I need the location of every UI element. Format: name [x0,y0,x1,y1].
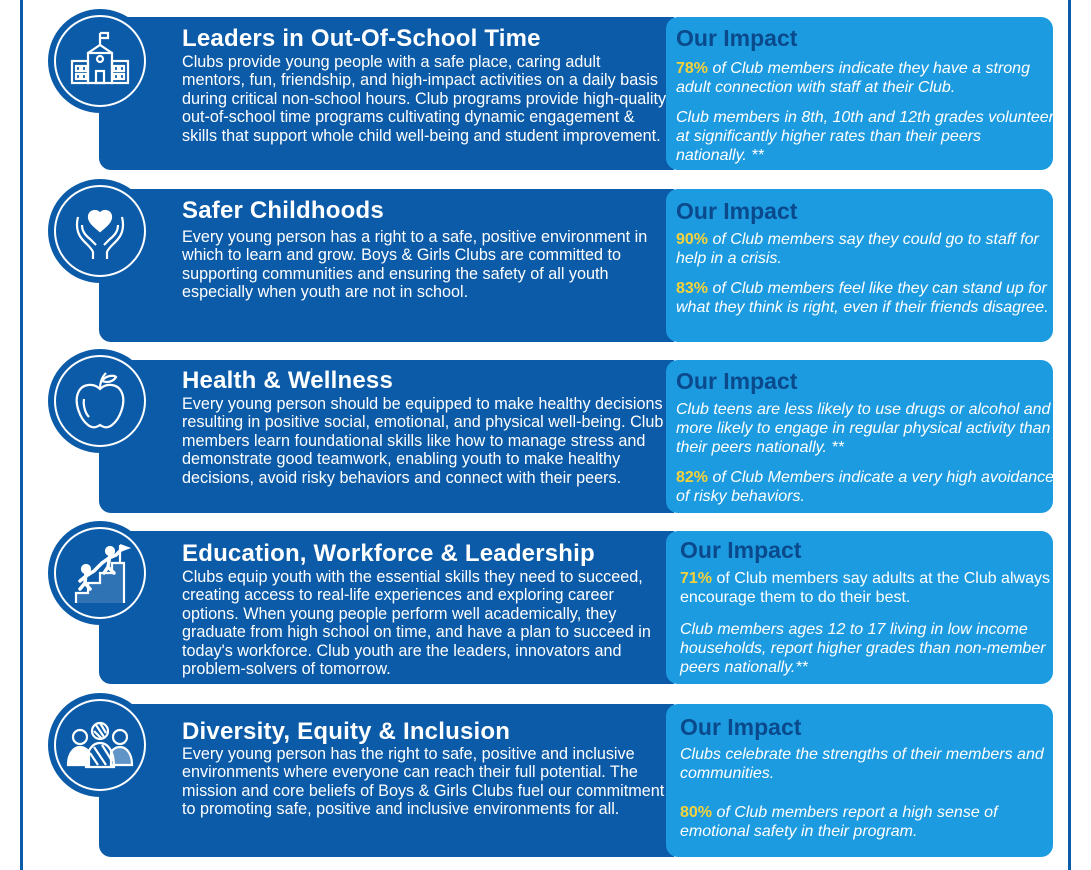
section-card-safer-childhoods [99,189,1053,342]
stat-text: Club members in 8th, 10th and 12th grades volunteer at significantly higher rates than their peers nationally. ** [676,109,1055,165]
impact-stat [680,745,1058,783]
section-title: Education, Workforce & Leadership [182,540,595,567]
section-description: Every young person should be equipped to make healthy decisions resulting in positive social, emotional, and physical well-being. Club members learn foundational skills like how to manage stress and demonstrate good teamwork, enabling youth to make healthy decisions, avoid risky behaviors and connect with their peers. [182,395,664,487]
stat-text: of Club members report a high sense of emotional safety in their program. [680,804,998,841]
stat-highlight: 83% [676,280,709,297]
impact-stat [676,108,1054,166]
impact-heading: Our Impact [676,368,798,394]
impact-heading: Our Impact [676,25,798,51]
impact-stat [676,400,1054,458]
stat-text: Club teens are less likely to use drugs or alcohol and more likely to engage in regular physical activity than their peers nationally. ** [676,401,1051,457]
frame-left-border [20,0,23,870]
impact-stat [676,59,1054,97]
school-building-icon [48,9,152,113]
impact-stat [680,620,1058,678]
climbing-stairs-icon [48,521,152,625]
impact-stat [676,230,1054,268]
impact-heading: Our Impact [680,537,802,563]
diverse-people-icon [48,693,152,797]
section-card-education [99,531,1053,684]
stat-text: of Club members say they could go to staff for help in a crisis. [676,231,1039,268]
hands-heart-icon [48,179,152,283]
stat-text: of Club members say adults at the Club always encourage them to do their best. [680,570,1050,607]
stat-text: of Club members indicate they have a strong adult connection with staff at their Club. [676,60,1030,97]
stat-highlight: 78% [676,60,709,77]
section-description: Every young person has the right to safe, positive and inclusive environments where everyone can reach their full potential. The mission and core beliefs of Boys & Girls Clubs fuel our commitment to promoting safe, positive and inclusive environments for all. [182,745,665,819]
apple-icon [48,349,152,453]
impact-heading: Our Impact [680,714,802,740]
frame-right-border [1068,0,1071,870]
impact-heading: Our Impact [676,198,798,224]
section-title: Leaders in Out-Of-School Time [182,25,541,52]
stat-highlight: 82% [676,469,709,486]
stat-text: of Club Members indicate a very high avoidance of risky behaviors. [676,469,1054,506]
impact-stat [680,569,1058,607]
section-title: Diversity, Equity & Inclusion [182,718,511,745]
stat-text: Club members ages 12 to 17 living in low income households, report higher grades than non-member peers nationally.** [680,621,1046,677]
stat-highlight: 71% [680,570,713,587]
section-card-leaders [99,17,1053,170]
impact-stat [680,803,1058,841]
section-description: Clubs equip youth with the essential skills they need to succeed, creating access to real-life experiences and exploring career options. When young people perform well academically, they graduate from high school on time, and have a plan to succeed in today's workforce. Club youth are the leaders, innovators and problem-solvers of tomorrow. [182,568,651,679]
impact-stat [676,468,1054,506]
stat-text: of Club members feel like they can stand up for what they think is right, even if their friends disagree. [676,280,1049,317]
section-card-diversity [99,704,1053,857]
section-title: Health & Wellness [182,367,394,394]
section-description: Clubs provide young people with a safe place, caring adult mentors, fun, friendship, and high-impact activities on a daily basis during critical non-school hours. Club programs provide high-quality out-of-school time programs cultivating dynamic engagement & skills that support whole child well-being and student improvement. [182,53,667,145]
section-description: Every young person has a right to a safe, positive environment in which to learn and grow. Boys & Girls Clubs are committed to supporting communities and ensuring the safety of all youth especially when youth are not in school. [182,228,648,302]
stat-highlight: 90% [676,231,709,248]
stat-highlight: 80% [680,804,713,821]
section-card-health-wellness [99,360,1053,513]
impact-stat [676,279,1054,317]
section-title: Safer Childhoods [182,197,384,224]
stat-text: Clubs celebrate the strengths of their members and communities. [680,746,1044,783]
